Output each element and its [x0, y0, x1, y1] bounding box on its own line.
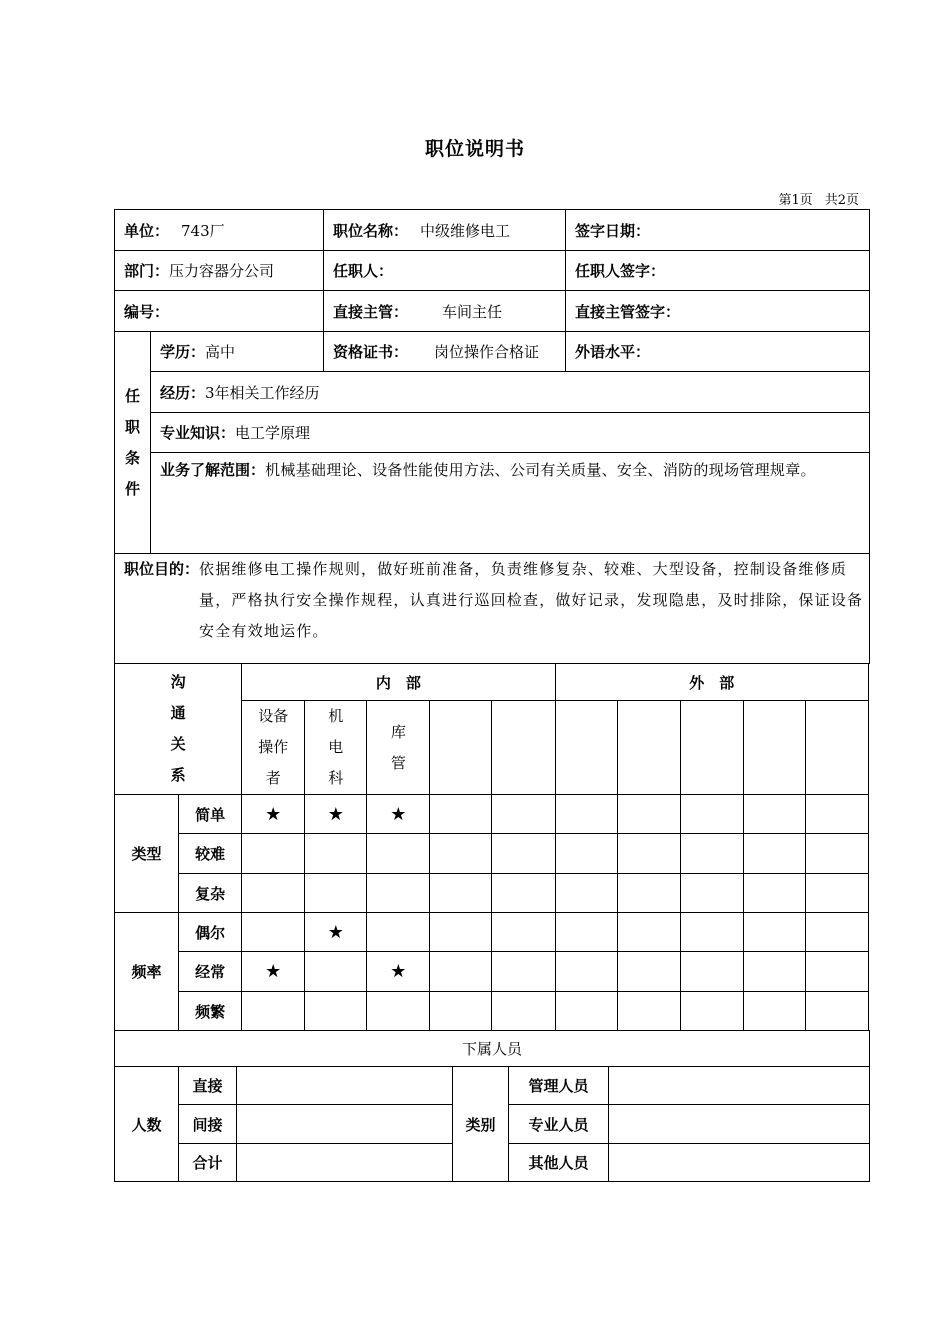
matrix-cell: [555, 874, 617, 913]
internal-party-col-2: 库 管: [367, 701, 430, 795]
matrix-cell: [680, 874, 743, 913]
matrix-cell: [555, 834, 617, 874]
matrix-cell: [805, 992, 868, 1031]
internal-party-col-3: [430, 701, 492, 795]
matrix-cell: [555, 795, 617, 834]
external-party-col-1: [617, 701, 680, 795]
holder-cell: 任职人：: [324, 251, 566, 291]
matrix-cell: [430, 913, 492, 952]
matrix-cell: [617, 952, 680, 992]
count-indirect-value: [237, 1105, 453, 1144]
matrix-cell: [617, 992, 680, 1031]
supervisor-cell: 直接主管： 车间主任: [324, 291, 566, 332]
count-total-label: 合计: [179, 1144, 237, 1182]
external-party-col-0: [555, 701, 617, 795]
matrix-cell: [242, 992, 305, 1031]
matrix-cell: [367, 834, 430, 874]
matrix-cell: [430, 834, 492, 874]
external-party-col-4: [805, 701, 868, 795]
external-party-col-3: [743, 701, 805, 795]
matrix-cell: [680, 834, 743, 874]
knowledge-cell: 专业知识：电工学原理: [151, 413, 870, 453]
type-row-label: 较难: [179, 834, 242, 874]
matrix-cell: [242, 913, 305, 952]
matrix-cell: [492, 913, 555, 952]
matrix-cell: [305, 874, 367, 913]
count-indirect-label: 间接: [179, 1105, 237, 1144]
matrix-cell: [680, 795, 743, 834]
matrix-cell: [492, 952, 555, 992]
matrix-cell: [492, 874, 555, 913]
matrix-cell: [492, 992, 555, 1031]
type-group-label: 类型: [115, 795, 179, 913]
star-mark: ★: [367, 795, 430, 834]
matrix-cell: [743, 874, 805, 913]
star-mark: ★: [305, 795, 367, 834]
matrix-cell: [430, 952, 492, 992]
star-mark: ★: [367, 952, 430, 992]
scope-cell: 业务了解范围： 机械基础理论、设备性能使用方法、公司有关质量、安全、消防的现场管理规章。: [151, 453, 870, 554]
dept-cell: 部门：压力容器分公司: [115, 251, 324, 291]
purpose-cell: 职位目的： 依据维修电工操作规则，做好班前准备，负责维修复杂、较难、大型设备，控制设备维修质量，严格执行安全操作规程，认真进行巡回检查，做好记录，发现隐患，及时排除，保证设备安全有效地运作。: [115, 554, 870, 664]
matrix-cell: [430, 992, 492, 1031]
matrix-cell: [555, 913, 617, 952]
matrix-cell: [805, 913, 868, 952]
matrix-cell: [367, 874, 430, 913]
matrix-cell: [555, 952, 617, 992]
category-other-value: [609, 1144, 870, 1182]
subordinates-title: 下属人员: [115, 1031, 870, 1067]
page-number: 第1页: [778, 193, 813, 208]
internal-party-col-4: [492, 701, 555, 795]
star-mark: ★: [242, 952, 305, 992]
education-cell: 学历：高中: [151, 332, 324, 372]
external-header: 外 部: [555, 664, 868, 701]
language-cell: 外语水平：: [566, 332, 870, 372]
matrix-cell: [242, 874, 305, 913]
matrix-cell: [430, 795, 492, 834]
certificate-cell: 资格证书： 岗位操作合格证: [324, 332, 566, 372]
matrix-cell: [680, 913, 743, 952]
matrix-cell: [367, 913, 430, 952]
count-direct-value: [237, 1067, 453, 1105]
matrix-cell: [305, 834, 367, 874]
type-row-label: 简单: [179, 795, 242, 834]
matrix-cell: [492, 834, 555, 874]
category-label: 类别: [453, 1067, 509, 1182]
communication-table: [114, 663, 869, 1031]
matrix-cell: [805, 952, 868, 992]
type-row-label: 复杂: [179, 874, 242, 913]
unit-cell: 单位： 743厂: [115, 210, 324, 251]
matrix-cell: [743, 913, 805, 952]
matrix-cell: [367, 992, 430, 1031]
matrix-cell: [680, 992, 743, 1031]
frequency-row-label: 频繁: [179, 992, 242, 1031]
star-mark: ★: [242, 795, 305, 834]
matrix-cell: [743, 834, 805, 874]
matrix-cell: [492, 795, 555, 834]
communication-side-label: 沟 通 关 系: [115, 664, 242, 795]
document-title: 职位说明书: [424, 138, 525, 160]
matrix-cell: [617, 795, 680, 834]
page-info: [766, 189, 859, 208]
matrix-cell: [617, 874, 680, 913]
sign-date-cell: 签字日期：: [566, 210, 870, 251]
star-mark: ★: [305, 913, 367, 952]
position-cell: 职位名称： 中级维修电工: [324, 210, 566, 251]
qualification-side-label: 任 职 条 件: [115, 332, 151, 554]
page-total: 共2页: [824, 193, 859, 208]
holder-sign-cell: 任职人签字：: [566, 251, 870, 291]
category-other-label: 其他人员: [509, 1144, 609, 1182]
matrix-cell: [305, 952, 367, 992]
category-professional-value: [609, 1105, 870, 1144]
subordinates-table: [114, 1030, 870, 1182]
count-label: 人数: [115, 1067, 179, 1182]
count-direct-label: 直接: [179, 1067, 237, 1105]
matrix-cell: [242, 834, 305, 874]
count-total-value: [237, 1144, 453, 1182]
matrix-cell: [805, 874, 868, 913]
category-management-label: 管理人员: [509, 1067, 609, 1105]
matrix-cell: [805, 834, 868, 874]
external-party-col-2: [680, 701, 743, 795]
matrix-cell: [305, 992, 367, 1031]
internal-party-col-1: 机 电 科: [305, 701, 367, 795]
category-management-value: [609, 1067, 870, 1105]
matrix-cell: [743, 992, 805, 1031]
matrix-cell: [617, 913, 680, 952]
matrix-cell: [805, 795, 868, 834]
matrix-cell: [680, 952, 743, 992]
job-info-table: [114, 209, 870, 664]
matrix-cell: [743, 795, 805, 834]
frequency-row-label: 经常: [179, 952, 242, 992]
supervisor-sign-cell: 直接主管签字：: [566, 291, 870, 332]
matrix-cell: [555, 992, 617, 1031]
frequency-row-label: 偶尔: [179, 913, 242, 952]
category-professional-label: 专业人员: [509, 1105, 609, 1144]
code-cell: 编号：: [115, 291, 324, 332]
matrix-cell: [430, 874, 492, 913]
internal-party-col-0: 设备 操作 者: [242, 701, 305, 795]
internal-header: 内 部: [242, 664, 555, 701]
experience-cell: 经历：3年相关工作经历: [151, 372, 870, 413]
matrix-cell: [743, 952, 805, 992]
frequency-group-label: 频率: [115, 913, 179, 1031]
matrix-cell: [617, 834, 680, 874]
